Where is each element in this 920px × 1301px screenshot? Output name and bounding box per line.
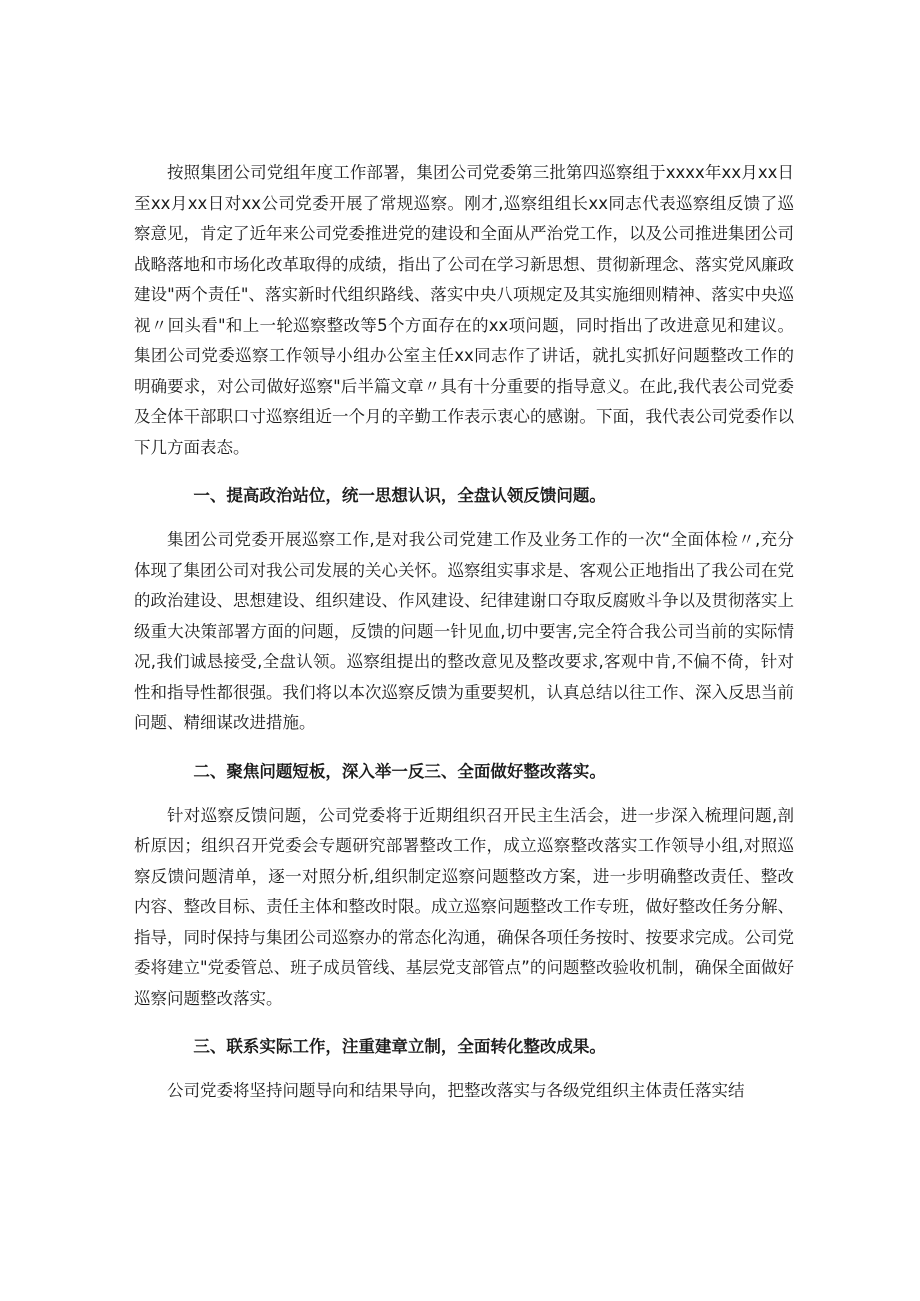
section-heading-2: 二、聚焦问题短板，深入举一反三、全面做好整改落实。 bbox=[193, 761, 606, 781]
paragraph-section-1: 集团公司党委开展巡察工作,是对我公司党建工作及业务工作的一次“全面体检〃,充分体现了集团公司对我公司发展的关心关怀。巡察组实事求是、客观公正地指出了我公司在党的政治建设、思想建设、组织建设、作风建设、纪律建谢口夺取反腐败斗争以及贯彻落实上级重大决策部署方面的问题，反馈的问题一针见血,切中要害,完全符合我公司当前的实际情况,我们诚恳接受,全盘认领。巡察组提出的整改意见及整改要求,客观中肯,不偏不倚，针对性和指导性都很强。我们将以本次巡察反馈为重要契机，认真总结以往工作、深入反思当前问题、精细谋改进措施。 bbox=[134, 530, 794, 732]
paragraph-section-2: 针对巡察反馈问题，公司党委将于近期组织召开民主生活会，进一步深入梳理问题,剖析原因；组织召开党委会专题研究部署整改工作，成立巡察整改落实工作领导小组,对照巡察反馈问题清单，逐一对照分析,组织制定巡察问题整改方案，进一步明确整改责任、整改内容、整改目标、责任主体和整改时限。成立巡察问题整改工作专班，做好整改任务分解、指导，同时保持与集团公司巡察办的常态化沟通，确保各项任务按时、按要求完成。公司党委将建立"党委管总、班子成员管线、基层党支部管点”的问题整改验收机制，确保全面做好巡察问题整改落实。 bbox=[134, 805, 794, 1008]
section-heading-3: 三、联系实际工作，注重建章立制，全面转化整改成果。 bbox=[193, 1037, 606, 1056]
document-body bbox=[134, 158, 794, 1107]
paragraph-section-3: 公司党委将坚持问题导向和结果导向，把整改落实与各级党组织主体责任落实结 bbox=[167, 1081, 745, 1100]
section-heading-1: 一、提高政治站位，统一思想认识，全盘认领反馈问题。 bbox=[193, 486, 606, 505]
paragraph-opening: 按照集团公司党组年度工作部署，集团公司党委第三批第四巡察组于xxxx年xx月xx日至xx月xx日对xx公司党委开展了常规巡察。刚才,巡察组组长xx同志代表巡察组反馈了巡察意见，肯定了近年来公司党委推进党的建设和全面从严治党工作，以及公司推进集团公司战略落地和市场化改革取得的成绩，指出了公司在学习新思想、贯彻新理念、落实党风廉政建设"两个责任"、落实新时代组织路线、落实中央八项规定及其实施细则精神、落实中央巡视〃回头看"和上一轮巡察整改等5个方面存在的xx项问题，同时指出了改进意见和建议。集团公司党委巡察工作领导小组办公室主任xx同志作了讲话，就扎实抓好问题整改工作的明确要求，对公司做好巡察"后半篇文章〃具有十分重要的指导意义。在此,我代表公司党委及全体干部职口寸巡察组近一个月的辛勤工作表示衷心的感谢。下面，我代表公司党委作以下几方面表态。 bbox=[134, 163, 794, 457]
